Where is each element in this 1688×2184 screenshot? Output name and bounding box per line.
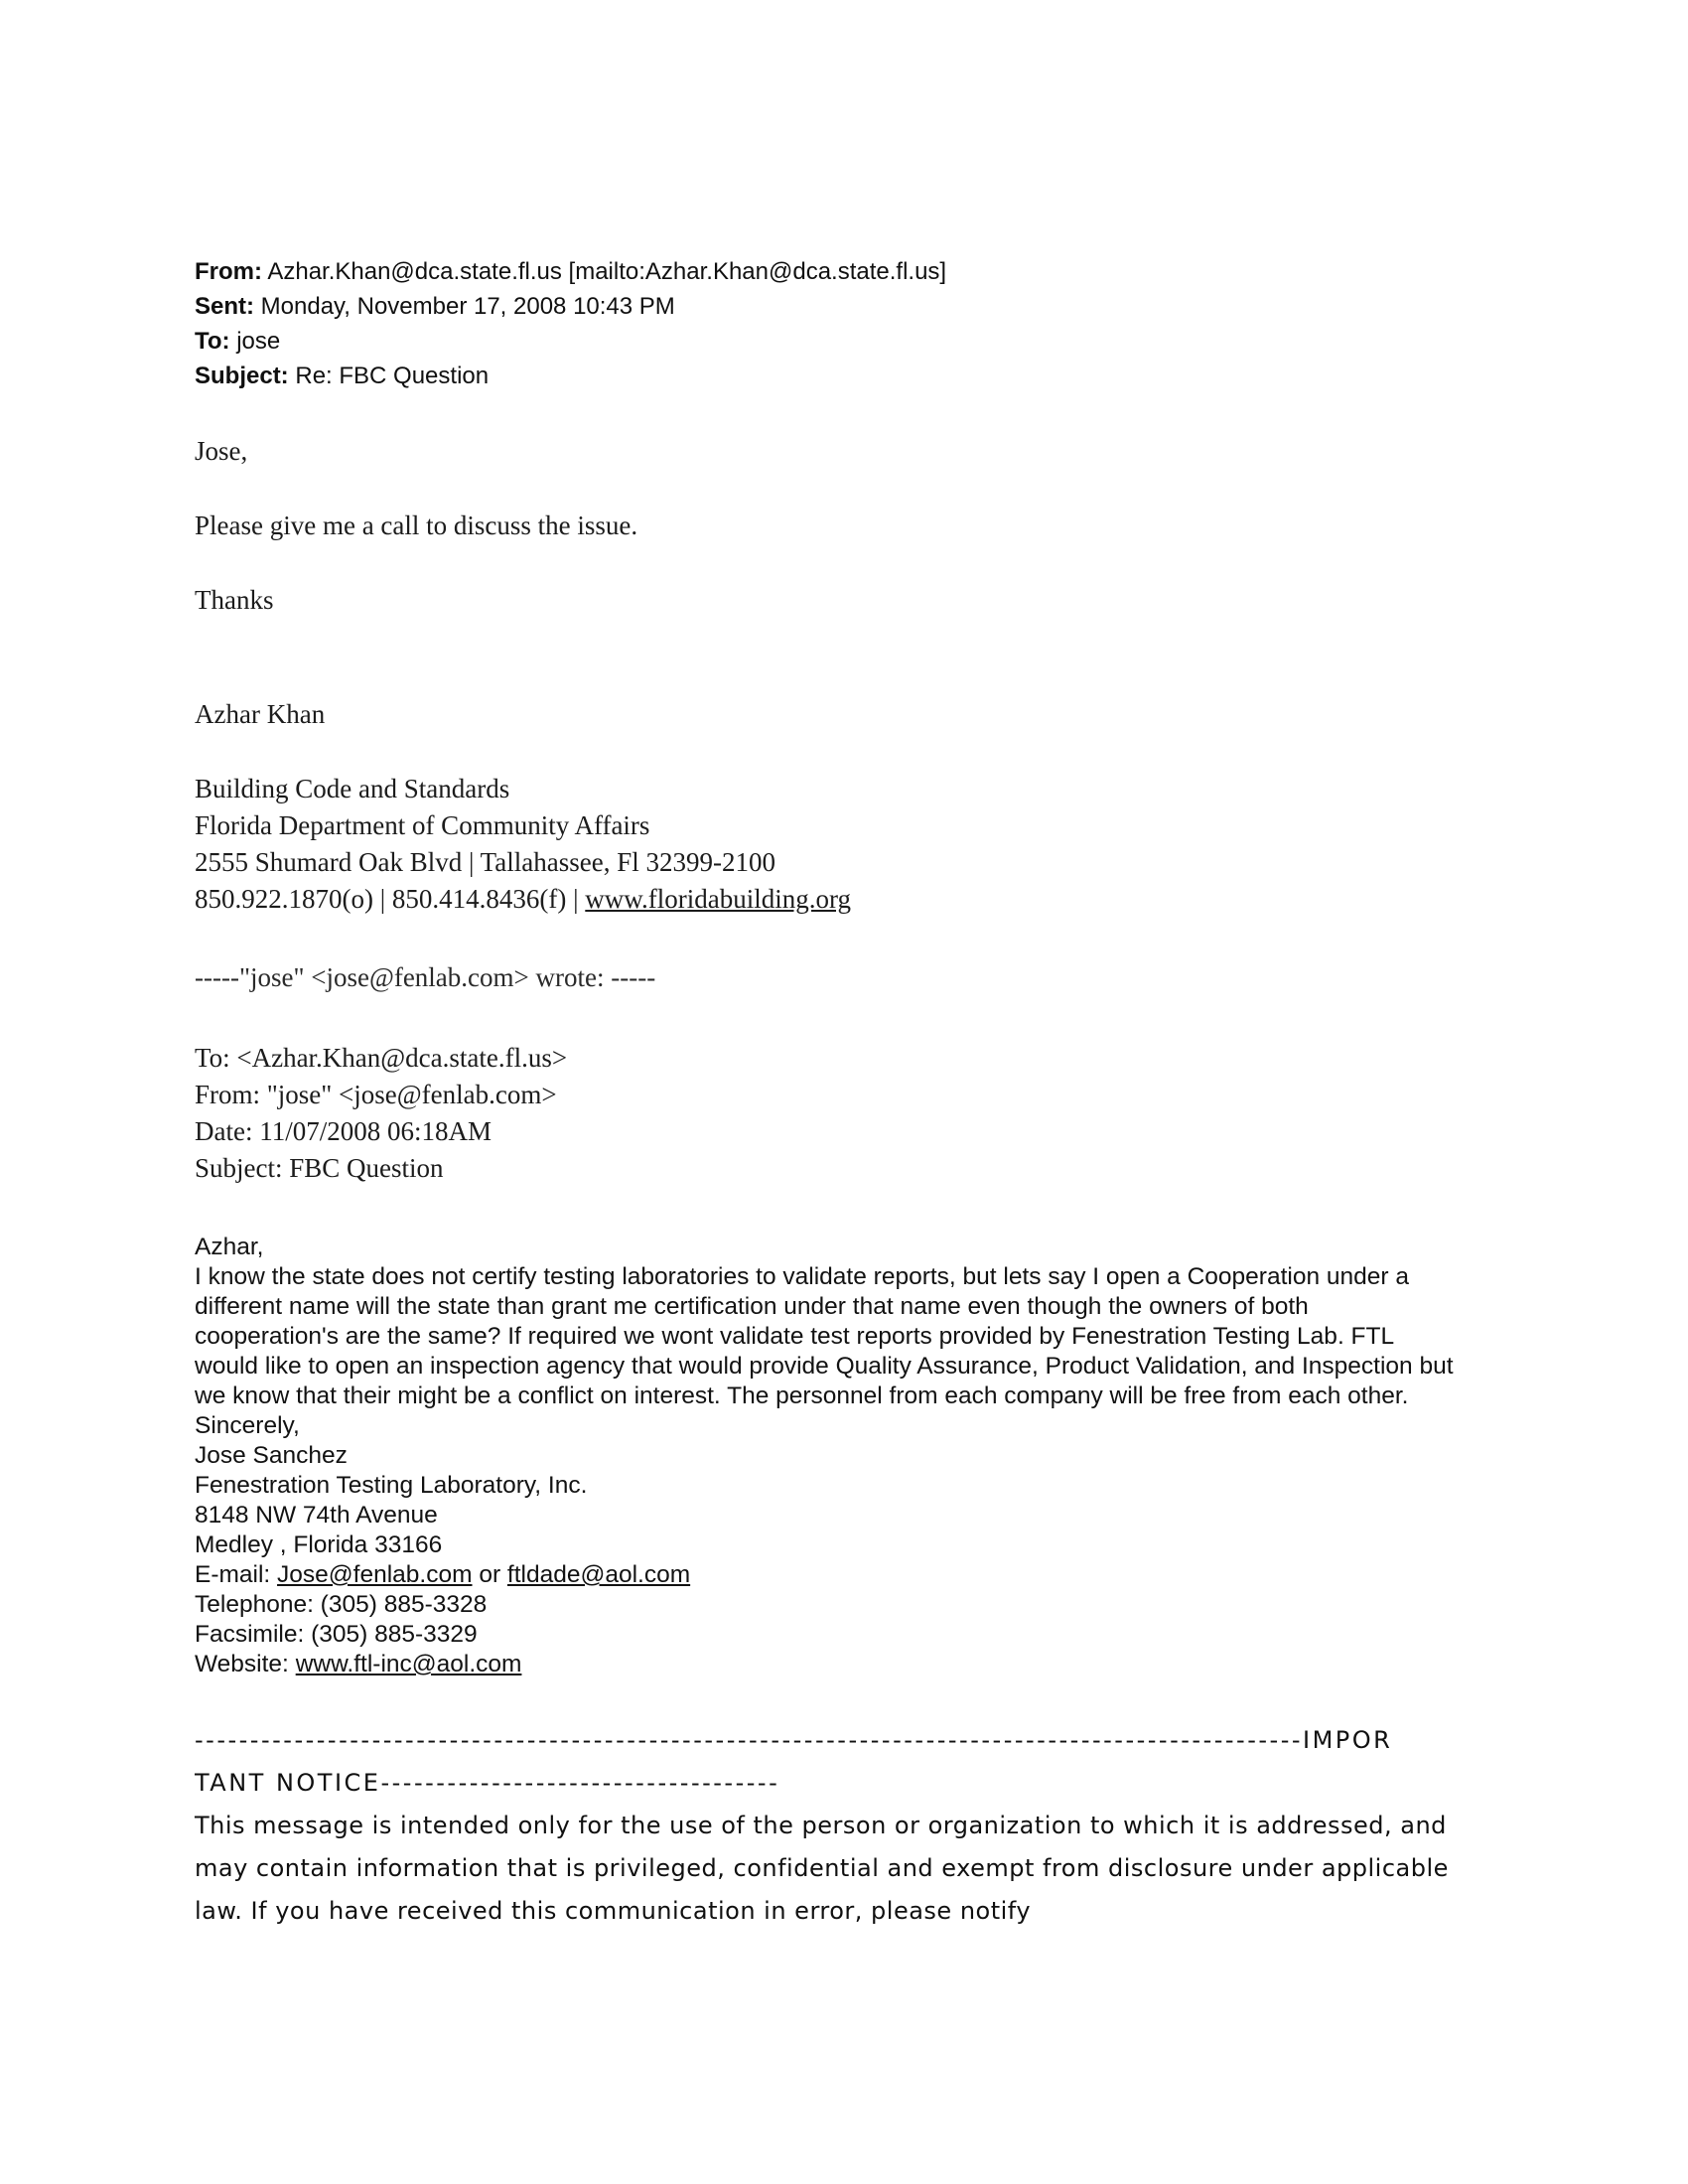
email-label: E-mail: xyxy=(195,1561,278,1588)
quoted-subject-line: Subject: FBC Question xyxy=(195,1153,444,1183)
signature-name: Azhar Khan xyxy=(195,699,326,729)
email-or-text: or xyxy=(472,1561,507,1588)
ftl-website-link[interactable]: www.ftl-inc@aol.com xyxy=(295,1651,522,1677)
reply-message: Please give me a call to discuss the issue. xyxy=(195,510,638,540)
email-content xyxy=(195,254,1454,1933)
subject-label: Subject: xyxy=(195,363,289,389)
floridabuilding-link[interactable]: www.floridabuilding.org xyxy=(585,884,852,914)
reply-body xyxy=(195,433,1454,1187)
original-company: Fenestration Testing Laboratory, Inc. xyxy=(195,1472,588,1499)
from-label: From: xyxy=(195,258,262,285)
original-sender-name: Jose Sanchez xyxy=(195,1442,348,1469)
quoted-to-line: To: <Azhar.Khan@dca.state.fl.us> xyxy=(195,1043,568,1073)
signature-phones: 850.922.1870(o) | 850.414.8436(f) | xyxy=(195,884,586,914)
signature-agency: Florida Department of Community Affairs xyxy=(195,810,650,840)
signature-dept: Building Code and Standards xyxy=(195,774,510,803)
header-to-line xyxy=(195,324,1454,359)
original-telephone-line: Telephone: (305) 885-3328 xyxy=(195,1591,488,1618)
notice-dashes-line1: ----------------------------------------------------------------------------------------------------IMPOR xyxy=(195,1726,1393,1754)
from-value: Azhar.Khan@dca.state.fl.us [mailto:Azhar.Khan@dca.state.fl.us] xyxy=(262,258,947,285)
signature-block xyxy=(195,771,1454,918)
signature-contact-line xyxy=(195,881,1454,918)
sent-label: Sent: xyxy=(195,293,254,320)
original-closing: Sincerely, xyxy=(195,1412,300,1439)
subject-value: Re: FBC Question xyxy=(288,363,490,389)
original-address2: Medley , Florida 33166 xyxy=(195,1531,443,1558)
email-header xyxy=(195,254,1454,393)
header-subject-line xyxy=(195,359,1454,393)
reply-closing: Thanks xyxy=(195,585,274,615)
quoted-header xyxy=(195,1040,1454,1187)
quoted-date-line: Date: 11/07/2008 06:18AM xyxy=(195,1116,492,1146)
sent-value: Monday, November 17, 2008 10:43 PM xyxy=(254,293,675,320)
original-website-line xyxy=(195,1650,1454,1679)
ftldade-email-link[interactable]: ftldade@aol.com xyxy=(506,1561,691,1588)
notice-body: This message is intended only for the use of the person or organization to which it is addressed, and may contain information that is privileged, confidential and exempt from disclosure under applicable law. If you have received this communication in error, please notify xyxy=(195,1812,1449,1925)
to-label: To: xyxy=(195,328,230,355)
important-notice xyxy=(195,1719,1454,1933)
quoted-wrote-line: -----"jose" <jose@fenlab.com> wrote: ----- xyxy=(195,962,656,992)
jose-email-link[interactable]: Jose@fenlab.com xyxy=(277,1561,473,1588)
original-paragraph: I know the state does not certify testing laboratories to validate reports, but lets say I open a Cooperation under a different name will the state than grant me certification under that name even though the owners of both cooperation's are the same? If required we wont validate test reports provided by Fenestration Testing Lab. FTL would like to open an inspection agency that would provide Quality Assurance, Product Validation, and Inspection but we know that their might be a conflict on interest. The personnel from each company will be free from each other. xyxy=(195,1263,1454,1409)
original-salutation: Azhar, xyxy=(195,1234,264,1260)
signature-address: 2555 Shumard Oak Blvd | Tallahassee, Fl 32399-2100 xyxy=(195,847,775,877)
quoted-from-line: From: "jose" <jose@fenlab.com> xyxy=(195,1080,557,1109)
header-from-line xyxy=(195,254,1454,289)
original-email-line xyxy=(195,1560,1454,1590)
original-facsimile-line: Facsimile: (305) 885-3329 xyxy=(195,1621,478,1648)
original-message xyxy=(195,1233,1454,1679)
notice-dashes-line2: TANT NOTICE------------------------------------ xyxy=(195,1769,780,1797)
website-label: Website: xyxy=(195,1651,296,1677)
header-sent-line xyxy=(195,289,1454,324)
original-address1: 8148 NW 74th Avenue xyxy=(195,1502,438,1529)
to-value: jose xyxy=(229,328,281,355)
reply-greeting: Jose, xyxy=(195,436,248,466)
